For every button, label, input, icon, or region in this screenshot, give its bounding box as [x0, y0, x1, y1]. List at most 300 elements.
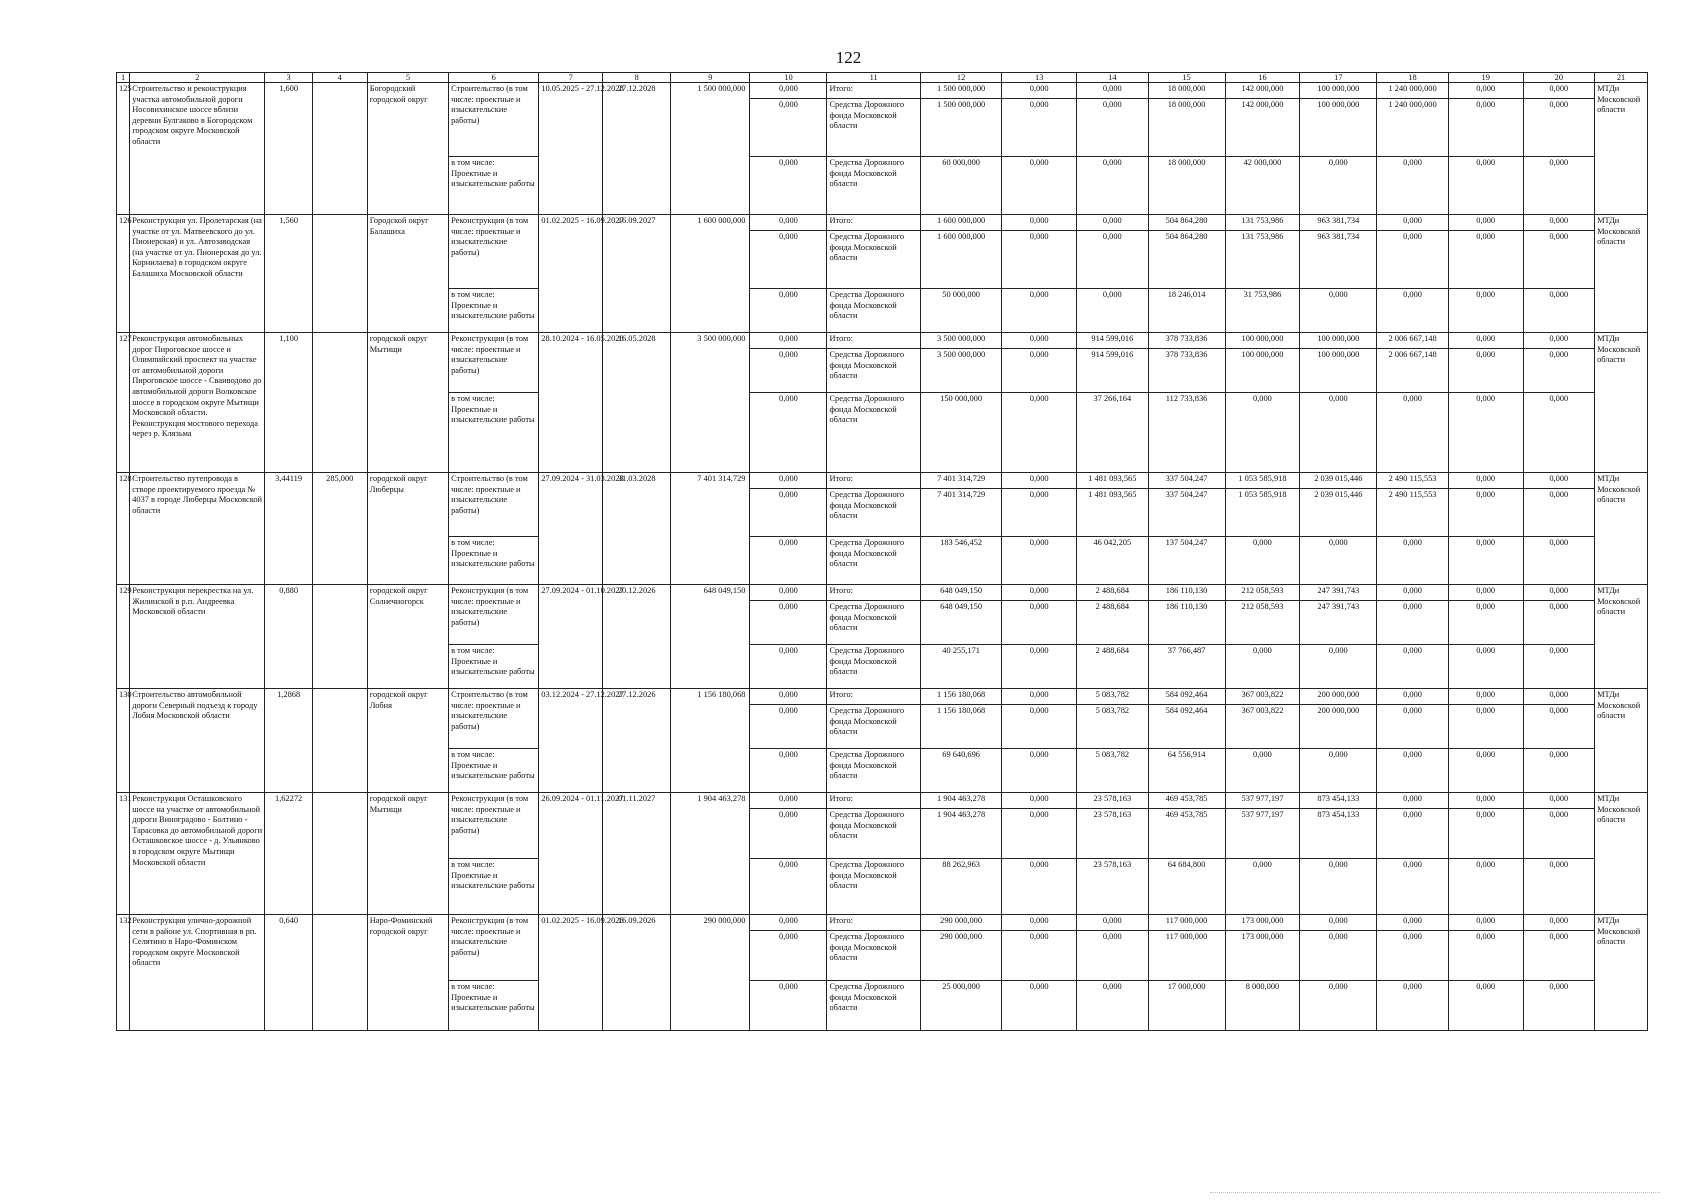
funding-c13: 0,000 [1002, 793, 1077, 809]
funding-source: Средства Дорожного фонда Московской области [827, 749, 920, 793]
funding-c18: 0,000 [1377, 537, 1448, 585]
funding-c19: 0,000 [1448, 645, 1523, 689]
object-capacity: 285,000 [312, 473, 367, 585]
municipality: Городской округ Балашиха [367, 215, 448, 333]
column-number: 4 [312, 73, 367, 83]
funding-c16: 100 000,000 [1225, 333, 1300, 349]
funding-c18: 2 006 667,148 [1377, 333, 1448, 349]
funding-c15: 337 504,247 [1148, 473, 1225, 489]
work-type: Строительство (в том числе: проектные и изыскательские работы) [449, 689, 539, 749]
completion-date: 27.12.2026 [603, 689, 671, 793]
design-work-label: в том числе: Проектные и изыскательские работы [449, 393, 539, 473]
funding-c17: 0,000 [1300, 393, 1377, 473]
funding-source: Средства Дорожного фонда Московской области [827, 981, 920, 1031]
funding-c18: 2 490 115,553 [1377, 489, 1448, 537]
funding-c16: 173 000,000 [1225, 915, 1300, 931]
funding-c12: 40 255,171 [920, 645, 1001, 689]
funding-c12: 1 156 180,068 [920, 705, 1001, 749]
funding-c15: 117 000,000 [1148, 915, 1225, 931]
column-number: 12 [920, 73, 1001, 83]
funding-col-10: 0,000 [750, 489, 827, 537]
funding-c17: 0,000 [1300, 289, 1377, 333]
funding-c12: 648 049,150 [920, 601, 1001, 645]
funding-c20: 0,000 [1523, 393, 1594, 473]
funding-c14: 46 042,205 [1077, 537, 1148, 585]
municipality: городской округ Мытищи [367, 333, 448, 473]
funding-c12: 3 500 000,000 [920, 349, 1001, 393]
design-work-label: в том числе: Проектные и изыскательские работы [449, 859, 539, 915]
funding-c19: 0,000 [1448, 231, 1523, 289]
funding-c17: 873 454,133 [1300, 809, 1377, 859]
responsible-body: МТДи Московской области [1595, 585, 1648, 689]
funding-source: Средства Дорожного фонда Московской области [827, 645, 920, 689]
work-period: 01.02.2025 - 16.09.2026 [539, 915, 603, 1031]
funding-source: Средства Дорожного фонда Московской области [827, 931, 920, 981]
funding-c20: 0,000 [1523, 689, 1594, 705]
funding-c20: 0,000 [1523, 601, 1594, 645]
row-number: 131 [117, 793, 130, 915]
object-capacity [312, 793, 367, 915]
funding-c12: 290 000,000 [920, 915, 1001, 931]
funding-c13: 0,000 [1002, 537, 1077, 585]
column-number: 7 [539, 73, 603, 83]
funding-c13: 0,000 [1002, 473, 1077, 489]
work-type: Реконструкция (в том числе: проектные и изыскательские работы) [449, 333, 539, 393]
funding-c13: 0,000 [1002, 585, 1077, 601]
total-cost: 1 600 000,000 [671, 215, 750, 333]
funding-c15: 584 092,464 [1148, 689, 1225, 705]
funding-c15: 117 000,000 [1148, 931, 1225, 981]
funding-source: Средства Дорожного фонда Московской области [827, 489, 920, 537]
object-capacity [312, 585, 367, 689]
column-number: 9 [671, 73, 750, 83]
funding-c13: 0,000 [1002, 231, 1077, 289]
funding-c16: 0,000 [1225, 859, 1300, 915]
funding-source: Средства Дорожного фонда Московской области [827, 601, 920, 645]
funding-c18: 0,000 [1377, 157, 1448, 215]
object-capacity [312, 83, 367, 215]
responsible-body: МТДи Московской области [1595, 793, 1648, 915]
funding-c18: 2 490 115,553 [1377, 473, 1448, 489]
funding-c17: 100 000,000 [1300, 83, 1377, 99]
funding-c17: 2 039 015,446 [1300, 473, 1377, 489]
funding-c19: 0,000 [1448, 473, 1523, 489]
funding-c15: 17 000,000 [1148, 981, 1225, 1031]
funding-c18: 0,000 [1377, 915, 1448, 931]
funding-c18: 0,000 [1377, 231, 1448, 289]
object-length: 3,44119 [265, 473, 312, 585]
funding-c17: 873 454,133 [1300, 793, 1377, 809]
funding-source: Средства Дорожного фонда Московской области [827, 231, 920, 289]
funding-c16: 8 000,000 [1225, 981, 1300, 1031]
work-type: Реконструкция (в том числе: проектные и изыскательские работы) [449, 793, 539, 859]
funding-c14: 23 578,163 [1077, 859, 1148, 915]
funding-c16: 100 000,000 [1225, 349, 1300, 393]
funding-c18: 0,000 [1377, 793, 1448, 809]
funding-source: Итого: [827, 215, 920, 231]
funding-c17: 200 000,000 [1300, 689, 1377, 705]
funding-c17: 200 000,000 [1300, 705, 1377, 749]
total-cost: 3 500 000,000 [671, 333, 750, 473]
funding-c18: 0,000 [1377, 981, 1448, 1031]
funding-c12: 7 401 314,729 [920, 473, 1001, 489]
design-work-label: в том числе: Проектные и изыскательские работы [449, 537, 539, 585]
funding-col-10: 0,000 [750, 289, 827, 333]
funding-c13: 0,000 [1002, 915, 1077, 931]
funding-col-10: 0,000 [750, 215, 827, 231]
funding-c20: 0,000 [1523, 809, 1594, 859]
funding-c16: 1 053 585,918 [1225, 489, 1300, 537]
completion-date: 20.12.2026 [603, 585, 671, 689]
funding-source: Итого: [827, 915, 920, 931]
funding-col-10: 0,000 [750, 585, 827, 601]
funding-c18: 0,000 [1377, 215, 1448, 231]
row-number: 128 [117, 473, 130, 585]
completion-date: 16.05.2028 [603, 333, 671, 473]
funding-c16: 537 977,197 [1225, 793, 1300, 809]
row-number: 132 [117, 915, 130, 1031]
funding-c13: 0,000 [1002, 99, 1077, 157]
object-capacity [312, 915, 367, 1031]
completion-date: 16.09.2027 [603, 215, 671, 333]
funding-col-10: 0,000 [750, 915, 827, 931]
responsible-body: МТДи Московской области [1595, 689, 1648, 793]
funding-c19: 0,000 [1448, 705, 1523, 749]
funding-c19: 0,000 [1448, 157, 1523, 215]
funding-c15: 469 453,785 [1148, 809, 1225, 859]
funding-col-10: 0,000 [750, 859, 827, 915]
funding-c18: 0,000 [1377, 689, 1448, 705]
total-cost: 1 904 463,278 [671, 793, 750, 915]
funding-c12: 50 000,000 [920, 289, 1001, 333]
funding-source: Средства Дорожного фонда Московской области [827, 349, 920, 393]
funding-c15: 18 246,014 [1148, 289, 1225, 333]
work-type: Реконструкция (в том числе: проектные и изыскательские работы) [449, 215, 539, 289]
funding-source: Итого: [827, 585, 920, 601]
column-number: 6 [449, 73, 539, 83]
funding-c14: 0,000 [1077, 289, 1148, 333]
funding-c14: 1 481 093,565 [1077, 489, 1148, 537]
funding-c12: 1 904 463,278 [920, 793, 1001, 809]
funding-col-10: 0,000 [750, 981, 827, 1031]
funding-c14: 0,000 [1077, 99, 1148, 157]
table-row [117, 915, 1648, 931]
funding-c12: 3 500 000,000 [920, 333, 1001, 349]
funding-c16: 131 753,986 [1225, 215, 1300, 231]
funding-c16: 0,000 [1225, 393, 1300, 473]
object-name: Строительство автомобильной дороги Северный подъезд к городу Лобня Московской области [130, 689, 265, 793]
funding-col-10: 0,000 [750, 809, 827, 859]
funding-c14: 37 266,164 [1077, 393, 1148, 473]
funding-c19: 0,000 [1448, 809, 1523, 859]
funding-c16: 0,000 [1225, 645, 1300, 689]
funding-col-10: 0,000 [750, 349, 827, 393]
object-name: Реконструкция улично-дорожной сети в районе ул. Спортивная в рп. Селятино в Наро-Фоминском городском округе Московской области [130, 915, 265, 1031]
work-period: 03.12.2024 - 27.12.2027 [539, 689, 603, 793]
table-row [117, 689, 1648, 705]
total-cost: 1 500 000,000 [671, 83, 750, 215]
funding-c18: 0,000 [1377, 289, 1448, 333]
funding-c16: 0,000 [1225, 537, 1300, 585]
column-number: 16 [1225, 73, 1300, 83]
object-length: 0,640 [265, 915, 312, 1031]
funding-c19: 0,000 [1448, 489, 1523, 537]
funding-source: Итого: [827, 689, 920, 705]
table-row [117, 585, 1648, 601]
completion-date: 01.11.2027 [603, 793, 671, 915]
work-period: 27.09.2024 - 31.03.2028 [539, 473, 603, 585]
column-number: 1 [117, 73, 130, 83]
funding-c14: 2 488,684 [1077, 601, 1148, 645]
funding-c19: 0,000 [1448, 333, 1523, 349]
funding-c20: 0,000 [1523, 83, 1594, 99]
funding-c14: 914 599,016 [1077, 349, 1148, 393]
funding-c14: 0,000 [1077, 981, 1148, 1031]
object-capacity [312, 215, 367, 333]
funding-c20: 0,000 [1523, 333, 1594, 349]
funding-col-10: 0,000 [750, 793, 827, 809]
funding-c16: 31 753,986 [1225, 289, 1300, 333]
completion-date: 31.03.2028 [603, 473, 671, 585]
funding-c18: 1 240 000,000 [1377, 83, 1448, 99]
funding-source: Итого: [827, 473, 920, 489]
funding-c18: 0,000 [1377, 601, 1448, 645]
funding-col-10: 0,000 [750, 749, 827, 793]
responsible-body: МТДи Московской области [1595, 215, 1648, 333]
funding-source: Средства Дорожного фонда Московской области [827, 157, 920, 215]
funding-c20: 0,000 [1523, 585, 1594, 601]
object-capacity [312, 333, 367, 473]
funding-c15: 112 733,836 [1148, 393, 1225, 473]
funding-c19: 0,000 [1448, 585, 1523, 601]
table-row [117, 473, 1648, 489]
responsible-body: МТДи Московской области [1595, 473, 1648, 585]
funding-c14: 0,000 [1077, 931, 1148, 981]
funding-c19: 0,000 [1448, 393, 1523, 473]
budget-table [116, 72, 1648, 1031]
funding-c13: 0,000 [1002, 645, 1077, 689]
object-name: Реконструкция перекрестка на ул. Жилинской в р.п. Андреевка Московской области [130, 585, 265, 689]
work-type: Реконструкция (в том числе: проектные и изыскательские работы) [449, 915, 539, 981]
funding-c17: 0,000 [1300, 537, 1377, 585]
funding-c14: 0,000 [1077, 231, 1148, 289]
funding-c15: 378 733,836 [1148, 333, 1225, 349]
funding-col-10: 0,000 [750, 601, 827, 645]
funding-c13: 0,000 [1002, 689, 1077, 705]
funding-c15: 504 864,280 [1148, 215, 1225, 231]
funding-c18: 2 006 667,148 [1377, 349, 1448, 393]
funding-c13: 0,000 [1002, 157, 1077, 215]
work-period: 26.09.2024 - 01.11.2027 [539, 793, 603, 915]
work-period: 10.05.2025 - 27.12.2028 [539, 83, 603, 215]
funding-c16: 142 000,000 [1225, 83, 1300, 99]
object-name: Реконструкция ул. Пролетарская (на участке от ул. Матвеевского до ул. Пионерская) и ул. Автозаводская (на участке от ул. Пионерская до ул. Корнилаева) в городском округе Балашиха Московской области [130, 215, 265, 333]
funding-c13: 0,000 [1002, 981, 1077, 1031]
funding-c15: 18 000,000 [1148, 99, 1225, 157]
object-name: Реконструкция автомобильных дорог Пироговское шоссе и Олимпийский проспект на участке от автомобильной дороги Пироговское шоссе - Сваиводово до автомобильной дороги Волковское шоссе в городском округе Мытищи Московской области. Реконструкция мостового перехода через р. Клязьма [130, 333, 265, 473]
funding-c15: 64 684,800 [1148, 859, 1225, 915]
design-work-label: в том числе: Проектные и изыскательские работы [449, 981, 539, 1031]
funding-c18: 0,000 [1377, 859, 1448, 915]
funding-c20: 0,000 [1523, 231, 1594, 289]
funding-c16: 42 000,000 [1225, 157, 1300, 215]
funding-c15: 469 453,785 [1148, 793, 1225, 809]
funding-c17: 0,000 [1300, 915, 1377, 931]
funding-c20: 0,000 [1523, 215, 1594, 231]
funding-c19: 0,000 [1448, 537, 1523, 585]
funding-c17: 247 391,743 [1300, 585, 1377, 601]
column-number: 21 [1595, 73, 1648, 83]
funding-c12: 1 500 000,000 [920, 99, 1001, 157]
funding-source: Итого: [827, 83, 920, 99]
column-number: 5 [367, 73, 448, 83]
funding-c15: 337 504,247 [1148, 489, 1225, 537]
funding-c15: 18 000,000 [1148, 83, 1225, 99]
funding-c19: 0,000 [1448, 915, 1523, 931]
funding-c18: 1 240 000,000 [1377, 99, 1448, 157]
funding-c14: 5 083,782 [1077, 749, 1148, 793]
funding-c12: 25 000,000 [920, 981, 1001, 1031]
funding-c17: 963 381,734 [1300, 215, 1377, 231]
funding-c12: 183 546,452 [920, 537, 1001, 585]
municipality: Богородский городской округ [367, 83, 448, 215]
funding-c15: 37 766,487 [1148, 645, 1225, 689]
funding-col-10: 0,000 [750, 537, 827, 585]
work-period: 01.02.2025 - 16.09.2027 [539, 215, 603, 333]
object-length: 1,600 [265, 83, 312, 215]
funding-c16: 142 000,000 [1225, 99, 1300, 157]
responsible-body: МТДи Московской области [1595, 333, 1648, 473]
funding-c19: 0,000 [1448, 749, 1523, 793]
funding-c13: 0,000 [1002, 749, 1077, 793]
design-work-label: в том числе: Проектные и изыскательские работы [449, 749, 539, 793]
total-cost: 648 049,150 [671, 585, 750, 689]
column-number: 8 [603, 73, 671, 83]
column-number: 13 [1002, 73, 1077, 83]
funding-c13: 0,000 [1002, 809, 1077, 859]
municipality: городской округ Солнечногорск [367, 585, 448, 689]
table-row [117, 333, 1648, 349]
funding-c20: 0,000 [1523, 749, 1594, 793]
column-number-row [117, 73, 1648, 83]
funding-c15: 504 864,280 [1148, 231, 1225, 289]
funding-c14: 5 083,782 [1077, 689, 1148, 705]
row-number: 129 [117, 585, 130, 689]
column-number: 18 [1377, 73, 1448, 83]
page-number: 122 [835, 48, 862, 67]
funding-c19: 0,000 [1448, 349, 1523, 393]
row-number: 125 [117, 83, 130, 215]
funding-c15: 584 092,464 [1148, 705, 1225, 749]
funding-c19: 0,000 [1448, 981, 1523, 1031]
design-work-label: в том числе: Проектные и изыскательские работы [449, 645, 539, 689]
municipality: Наро-Фоминский городской округ [367, 915, 448, 1031]
funding-c15: 137 504,247 [1148, 537, 1225, 585]
funding-c14: 914 599,016 [1077, 333, 1148, 349]
funding-c12: 648 049,150 [920, 585, 1001, 601]
funding-c12: 1 500 000,000 [920, 83, 1001, 99]
object-length: 0,880 [265, 585, 312, 689]
column-number: 17 [1300, 73, 1377, 83]
funding-c12: 7 401 314,729 [920, 489, 1001, 537]
funding-c15: 186 110,130 [1148, 601, 1225, 645]
funding-c12: 150 000,000 [920, 393, 1001, 473]
funding-c17: 2 039 015,446 [1300, 489, 1377, 537]
funding-c18: 0,000 [1377, 705, 1448, 749]
funding-c12: 69 640,696 [920, 749, 1001, 793]
work-period: 27.09.2024 - 01.10.2027 [539, 585, 603, 689]
funding-source: Средства Дорожного фонда Московской области [827, 393, 920, 473]
completion-date: 16.09.2026 [603, 915, 671, 1031]
funding-c14: 0,000 [1077, 157, 1148, 215]
funding-c17: 247 391,743 [1300, 601, 1377, 645]
funding-c17: 0,000 [1300, 749, 1377, 793]
funding-col-10: 0,000 [750, 689, 827, 705]
column-number: 10 [750, 73, 827, 83]
funding-c17: 0,000 [1300, 157, 1377, 215]
funding-col-10: 0,000 [750, 473, 827, 489]
funding-c19: 0,000 [1448, 689, 1523, 705]
funding-c12: 60 000,000 [920, 157, 1001, 215]
funding-source: Средства Дорожного фонда Московской области [827, 99, 920, 157]
municipality: городской округ Люберцы [367, 473, 448, 585]
funding-source: Итого: [827, 793, 920, 809]
row-number: 126 [117, 215, 130, 333]
funding-c13: 0,000 [1002, 601, 1077, 645]
funding-c19: 0,000 [1448, 859, 1523, 915]
funding-c16: 0,000 [1225, 749, 1300, 793]
funding-c14: 2 488,684 [1077, 645, 1148, 689]
municipality: городской округ Мытищи [367, 793, 448, 915]
funding-c17: 100 000,000 [1300, 333, 1377, 349]
funding-c20: 0,000 [1523, 537, 1594, 585]
funding-c20: 0,000 [1523, 473, 1594, 489]
funding-c15: 378 733,836 [1148, 349, 1225, 393]
funding-c17: 0,000 [1300, 859, 1377, 915]
funding-c16: 537 977,197 [1225, 809, 1300, 859]
completion-date: 27.12.2028 [603, 83, 671, 215]
row-number: 127 [117, 333, 130, 473]
funding-c13: 0,000 [1002, 215, 1077, 231]
funding-c20: 0,000 [1523, 99, 1594, 157]
funding-c19: 0,000 [1448, 83, 1523, 99]
funding-c18: 0,000 [1377, 809, 1448, 859]
funding-c17: 0,000 [1300, 931, 1377, 981]
funding-c12: 1 600 000,000 [920, 215, 1001, 231]
funding-c14: 23 578,163 [1077, 809, 1148, 859]
funding-c18: 0,000 [1377, 931, 1448, 981]
funding-c20: 0,000 [1523, 157, 1594, 215]
total-cost: 290 000,000 [671, 915, 750, 1031]
funding-col-10: 0,000 [750, 705, 827, 749]
work-type: Строительство (в том числе: проектные и изыскательские работы) [449, 83, 539, 157]
funding-c13: 0,000 [1002, 931, 1077, 981]
column-number: 2 [130, 73, 265, 83]
funding-c15: 186 110,130 [1148, 585, 1225, 601]
funding-c13: 0,000 [1002, 393, 1077, 473]
funding-c18: 0,000 [1377, 645, 1448, 689]
funding-c19: 0,000 [1448, 215, 1523, 231]
work-type: Строительство (в том числе: проектные и изыскательские работы) [449, 473, 539, 537]
column-number: 11 [827, 73, 920, 83]
object-length: 1,560 [265, 215, 312, 333]
funding-c16: 131 753,986 [1225, 231, 1300, 289]
funding-source: Средства Дорожного фонда Московской области [827, 289, 920, 333]
funding-c20: 0,000 [1523, 645, 1594, 689]
funding-c12: 1 156 180,068 [920, 689, 1001, 705]
municipality: городской округ Лобня [367, 689, 448, 793]
funding-c17: 963 381,734 [1300, 231, 1377, 289]
